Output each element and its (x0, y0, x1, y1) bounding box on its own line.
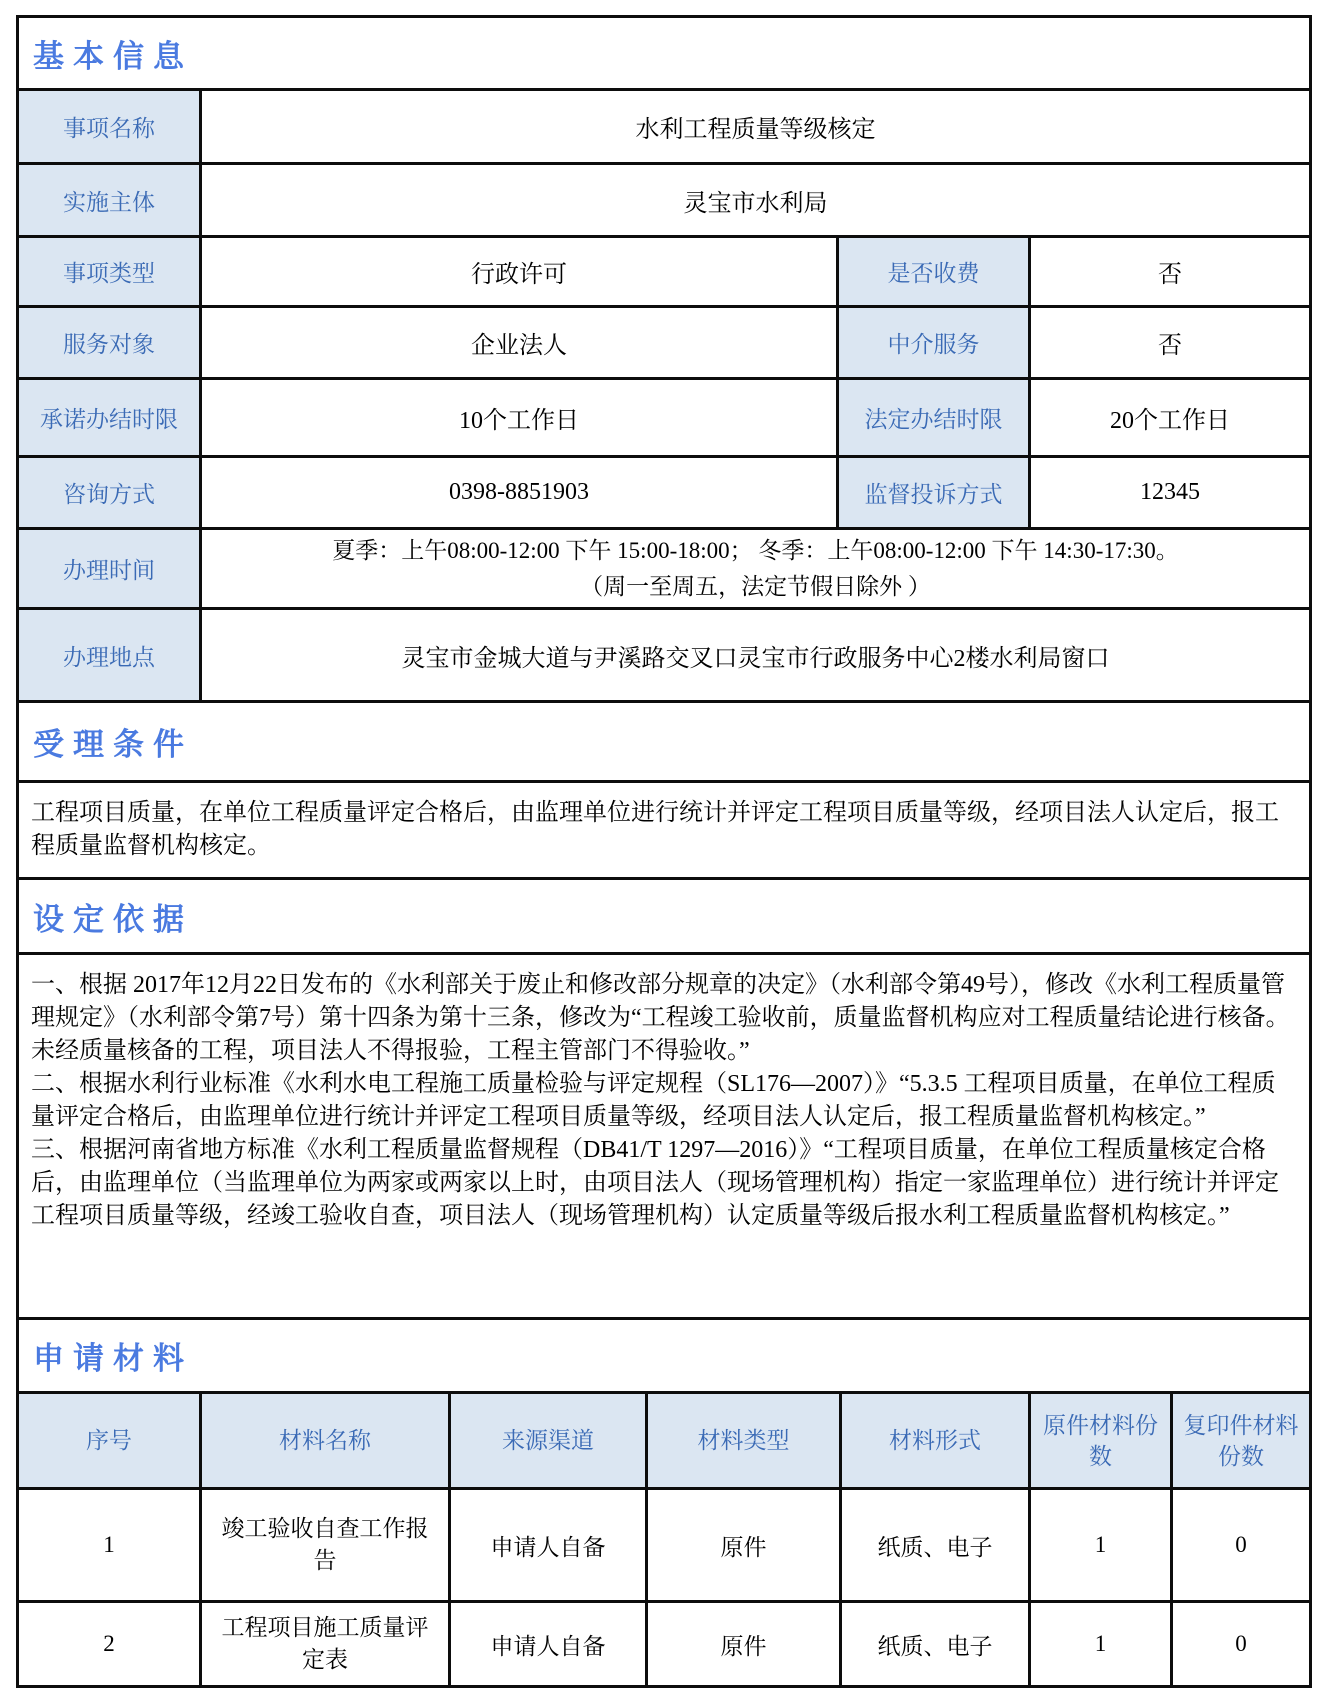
section-row-materials (19, 1320, 1309, 1394)
material-original-count: 1 (1031, 1490, 1173, 1600)
material-copy-count: 0 (1235, 1532, 1247, 1557)
label-service-target: 服务对象 (19, 308, 202, 377)
row-item-name (19, 91, 1309, 165)
value-intermediary-service: 否 (1158, 333, 1182, 359)
label-complaint-method: 监督投诉方式 (839, 458, 1031, 527)
material-form: 纸质、电子 (842, 1490, 1031, 1600)
section-row-basis (19, 880, 1309, 955)
value-statutory-time-limit: 20个工作日 (1110, 408, 1230, 434)
row-item-type-fee (19, 238, 1309, 308)
header-material-form: 材料形式 (842, 1394, 1031, 1487)
header-material-type: 材料类型 (648, 1394, 842, 1487)
material-name: 竣工验收自查工作报告 (202, 1490, 451, 1600)
material-row (19, 1490, 1309, 1603)
material-name: 工程项目施工质量评定表 (202, 1603, 451, 1685)
material-type: 原件 (648, 1603, 842, 1685)
label-promised-time-limit: 承诺办结时限 (19, 380, 202, 455)
material-original-count: 1 (1031, 1603, 1173, 1685)
label-handling-location: 办理地点 (19, 610, 202, 700)
basis-content-row (19, 955, 1309, 1320)
section-title-basic-info: 基本信息 (33, 38, 193, 74)
row-implementing-body (19, 165, 1309, 238)
acceptance-content-row (19, 783, 1309, 880)
basis-paragraph-1: 一、根据 2017年12月22日发布的《水利部关于废止和修改部分规章的决定》（水利部令第49号），修改《水利工程质量管理规定》（水利部令第7号）第十四条为第十三条，修改为“工程竣工验收前，质量监督机构应对工程质量结论进行核备。未经质量核备的工程，项目法人不得报验，工程主管部门不得验收。” (31, 972, 1290, 1064)
material-type: 原件 (648, 1490, 842, 1600)
material-seq: 2 (19, 1603, 202, 1685)
value-complaint-phone: 12345 (1140, 479, 1200, 505)
value-handling-location: 灵宝市金城大道与尹溪路交叉口灵宝市行政服务中心2楼水利局窗口 (401, 645, 1110, 672)
row-contact-complaint (19, 458, 1309, 530)
row-service-target-intermediary (19, 308, 1309, 380)
basis-paragraph-2: 二、根据水利行业标准《水利水电工程施工质量检验与评定规程（SL176—2007）》“5.3.5 工程项目质量，在单位工程质量评定合格后，由监理单位进行统计并评定工程项目质量等级，经项目法人认定后，报工程质量监督机构核定。” (31, 1071, 1276, 1130)
header-duplicate-copies: 复印件材料份数 (1173, 1394, 1309, 1487)
value-service-target: 企业法人 (202, 308, 839, 377)
row-handling-time (19, 530, 1309, 610)
header-seq: 序号 (19, 1394, 202, 1487)
value-item-type: 行政许可 (202, 238, 839, 305)
label-item-name: 事项名称 (19, 91, 202, 162)
material-row (19, 1603, 1309, 1685)
section-row-acceptance (19, 703, 1309, 783)
material-seq: 1 (19, 1490, 202, 1600)
material-source: 申请人自备 (451, 1490, 648, 1600)
acceptance-content: 工程项目质量，在单位工程质量评定合格后，由监理单位进行统计并评定工程项目质量等级，经项目法人认定后，报工程质量监督机构核定。 (31, 800, 1279, 859)
service-document-table (16, 15, 1312, 1688)
value-consultation-phone: 0398-8851903 (202, 458, 839, 527)
handling-time-line1: 夏季：上午08:00-12:00 下午 15:00-18:00； 冬季：上午08:00-12:00 下午 14:30-17:30。 (332, 537, 1179, 563)
section-title-acceptance: 受理条件 (33, 727, 193, 762)
material-source: 申请人自备 (451, 1603, 648, 1685)
basis-content (19, 955, 1309, 1317)
header-material-name: 材料名称 (202, 1394, 451, 1487)
label-statutory-time-limit: 法定办结时限 (839, 380, 1031, 455)
material-copy-count: 0 (1235, 1631, 1247, 1656)
row-handling-location (19, 610, 1309, 703)
label-handling-time: 办理时间 (19, 530, 202, 607)
value-handling-time (202, 530, 1309, 607)
section-row-basic-info (19, 18, 1309, 91)
label-implementing-body: 实施主体 (19, 165, 202, 235)
label-item-type: 事项类型 (19, 238, 202, 305)
label-intermediary-service: 中介服务 (839, 308, 1031, 377)
value-promised-time-limit: 10个工作日 (202, 380, 839, 455)
value-implementing-body: 灵宝市水利局 (683, 190, 828, 217)
materials-header-row (19, 1394, 1309, 1490)
section-title-materials: 申请材料 (33, 1341, 193, 1376)
basis-paragraph-3: 三、根据河南省地方标准《水利工程质量监督规程（DB41/T 1297—2016）》“工程项目质量，在单位工程质量核定合格后，由监理单位（当监理单位为两家或两家以上时，由项目法人（现场管理机构）指定一家监理单位）进行统计并评定工程项目质量等级，经竣工验收自查，项目法人（现场管理机构）认定质量等级后报水利工程质量监督机构核定。” (31, 1137, 1279, 1229)
header-original-copies: 原件材料份数 (1031, 1394, 1173, 1487)
label-consultation-method: 咨询方式 (19, 458, 202, 527)
row-time-limits (19, 380, 1309, 458)
header-source-channel: 来源渠道 (451, 1394, 648, 1487)
handling-time-line2: （周一至周五，法定节假日除外 ） (580, 573, 931, 599)
section-title-basis: 设定依据 (33, 901, 193, 937)
material-form: 纸质、电子 (842, 1603, 1031, 1685)
label-fee-charged: 是否收费 (839, 238, 1031, 305)
value-item-name: 水利工程质量等级核定 (635, 117, 876, 143)
value-fee-charged: 否 (1158, 262, 1182, 288)
